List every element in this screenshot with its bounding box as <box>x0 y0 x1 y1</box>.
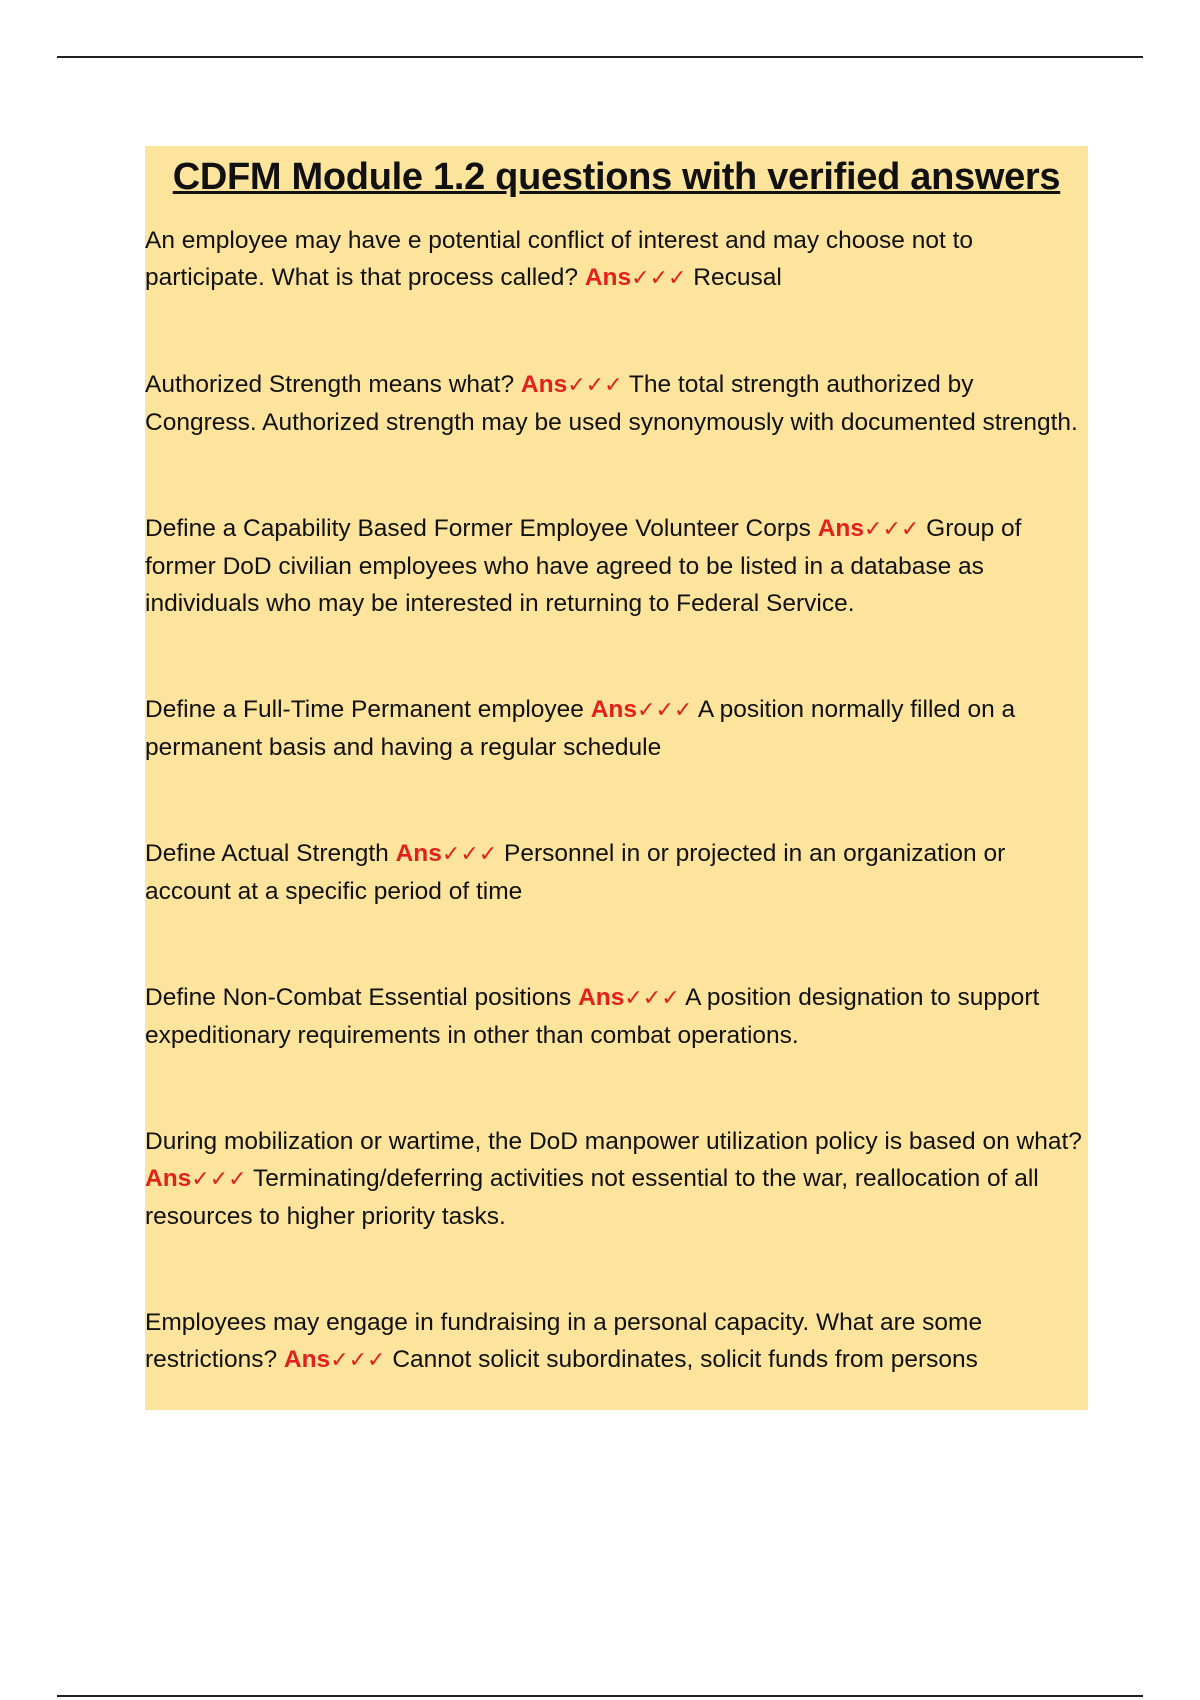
question-text: During mobilization or wartime, the DoD manpower utilization policy is based on what? <box>145 1128 1082 1155</box>
check-marks-icon: ✓✓✓ <box>441 842 498 867</box>
footer-rule <box>57 1695 1143 1697</box>
answer-text: Cannot solicit subordinates, solicit funds from persons <box>392 1346 978 1373</box>
qa-list <box>145 222 1088 1379</box>
qa-item <box>145 979 1088 1054</box>
answer-text: Personnel in or projected in an organization or account at a specific period of time <box>145 840 1006 905</box>
answer-text: Group of former DoD civilian employees who have agreed to be listed in a database as individuals who may be interested in returning to Federal Service. <box>145 515 1022 617</box>
answer-label: Ans <box>283 1346 331 1373</box>
check-marks-icon: ✓✓✓ <box>191 1167 247 1192</box>
header-rule <box>57 56 1143 58</box>
document-title: CDFM Module 1.2 questions with verified answers <box>172 156 1061 198</box>
qa-item <box>145 222 1088 297</box>
highlighted-content <box>145 146 1088 1410</box>
answer-text: Recusal <box>693 264 782 291</box>
answer-label: Ans <box>590 696 638 723</box>
qa-item <box>145 835 1088 910</box>
answer-label: Ans <box>520 371 568 398</box>
check-marks-icon: ✓✓✓ <box>637 698 693 723</box>
answer-label: Ans <box>145 1165 192 1192</box>
answer-label: Ans <box>578 984 625 1011</box>
qa-item <box>145 691 1088 766</box>
qa-item <box>145 1304 1088 1379</box>
check-marks-icon: ✓✓✓ <box>864 517 920 542</box>
check-marks-icon: ✓✓✓ <box>567 373 623 398</box>
check-marks-icon: ✓✓✓ <box>631 266 687 291</box>
question-text: Employees may engage in fundraising in a personal capacity. What are some restrictions? <box>145 1309 983 1373</box>
check-marks-icon: ✓✓✓ <box>330 1348 386 1373</box>
question-text: Define a Full-Time Permanent employee <box>145 696 584 723</box>
question-text: Define a Capability Based Former Employee Volunteer Corps <box>145 515 811 542</box>
answer-label: Ans <box>584 264 632 291</box>
answer-text: The total strength authorized by Congress. Authorized strength may be used synonymously with documented strength. <box>145 371 1078 436</box>
answer-text: A position normally filled on a permanent basis and having a regular schedule <box>145 696 1016 761</box>
qa-item <box>145 510 1088 622</box>
check-marks-icon: ✓✓✓ <box>624 986 680 1011</box>
question-text: Authorized Strength means what? <box>145 371 515 398</box>
question-text: Define Non-Combat Essential positions <box>145 984 572 1011</box>
question-text: An employee may have e potential conflict of interest and may choose not to participate. What is that process called? <box>145 227 974 291</box>
answer-label: Ans <box>395 840 442 867</box>
qa-item <box>145 1123 1088 1235</box>
answer-text: Terminating/deferring activities not essential to the war, reallocation of all resources to higher priority tasks. <box>145 1165 1039 1230</box>
answer-label: Ans <box>817 515 865 542</box>
answer-text: A position designation to support expeditionary requirements in other than combat operations. <box>145 984 1040 1049</box>
question-text: Define Actual Strength <box>145 840 389 867</box>
qa-item <box>145 366 1088 441</box>
